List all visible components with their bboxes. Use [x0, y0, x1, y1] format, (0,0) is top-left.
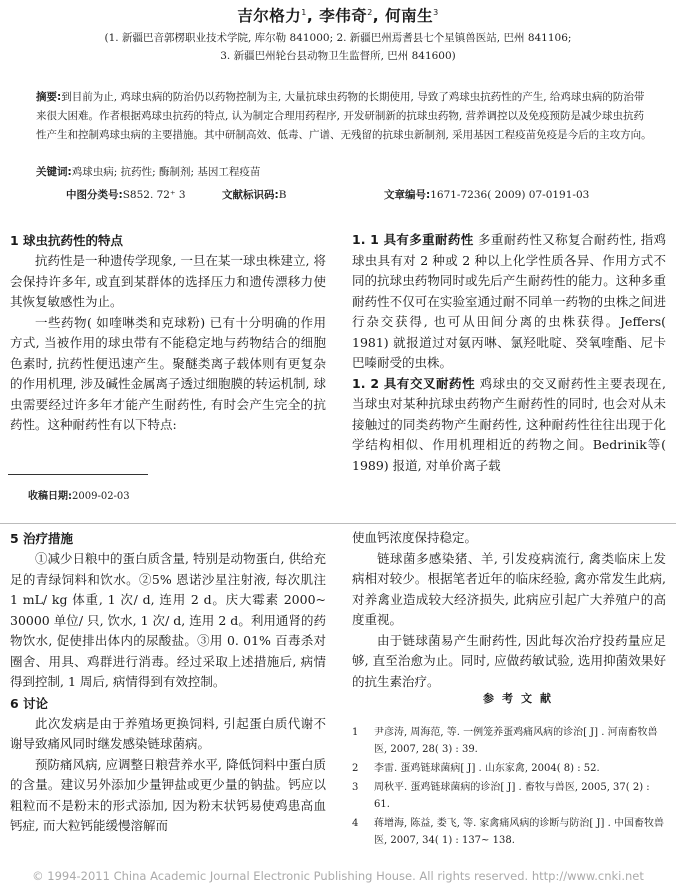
page-divider	[0, 523, 676, 524]
keywords	[36, 164, 260, 179]
reference-text: 尹彦涛, 周海范, 等. 一例笼养蛋鸡痛风病的诊治[ J] . 河南畜牧兽医, 2007, 28( 3) : 39.	[374, 727, 658, 755]
author-affiliation-mark: 1	[301, 7, 307, 17]
subsection-text: 鸡球虫的交叉耐药性主要表现在, 当球虫对某种抗球虫药物产生耐药性的同时, 也会对从未接触过的同类药物产生耐药性, 这种耐药性往往出现于化学结构相似、作用机理相近的药物之间。Bedrinik等( 1989) 报道, 对单价离子载	[352, 375, 666, 473]
left-column-top	[10, 230, 326, 436]
subsection-label: 1. 2 具有交叉耐药性	[352, 375, 476, 391]
article-number	[384, 187, 589, 202]
author-name: 李伟奇	[319, 7, 368, 25]
reference-text: 李雷. 蛋鸡链球菌病[ J] . 山东家禽, 2004( 8) : 52.	[374, 763, 600, 774]
clc-value: S852. 72⁺ 3	[122, 189, 186, 201]
right-column-top	[352, 230, 666, 476]
article-no-value: 1671-7236( 2009) 07-0191-03	[430, 189, 590, 201]
right-column-bottom	[352, 528, 666, 692]
keywords-label: 关键词:	[36, 166, 72, 178]
article-no-label: 文章编号:	[384, 189, 431, 201]
section-heading: 5 治疗措施	[10, 531, 74, 546]
clc-label: 中图分类号:	[66, 189, 123, 201]
keywords-text: 鸡球虫病; 抗药性; 酶制剂; 基因工程疫苗	[71, 166, 261, 178]
reference-number: 4	[352, 818, 359, 829]
doc-code-value: B	[278, 189, 287, 201]
abstract	[36, 88, 654, 145]
reference-item	[352, 724, 664, 758]
author-line: 吉尔格力$^1$, 李伟奇$^2$, 何南生$^3$	[237, 7, 439, 25]
reference-number: 2	[352, 763, 359, 774]
section-heading: 6 讨论	[10, 695, 49, 711]
document-code	[222, 187, 286, 202]
received-date	[28, 487, 130, 502]
reference-item	[352, 760, 664, 777]
paragraph: ①减少日粮中的蛋白质含量, 特别是动物蛋白, 供给充足的青绿饲料和饮水。②5% 恩诺沙星注射液, 每次肌注 1 mL/ kg 体重, 1 次/ d, 连用 2 d。庆大霉素 2000~ 30000 单位/ 只, 饮水, 1 次/ d, 连用 2 d。利用通肾的药物饮水, 促使排出体内的尿酸盐。③用 0. 01% 百毒杀对圈舍、用具、鸡群进行消毒。经过采取上述措施后, 病情得到控制, 1 周后, 病情得到有效控制。	[10, 551, 326, 689]
reference-number: 3	[352, 782, 359, 793]
paragraph: 使血钙浓度保持稳定。	[352, 530, 478, 545]
paragraph	[352, 374, 666, 477]
author-affiliation-mark: 3	[433, 7, 439, 17]
paragraph	[352, 230, 666, 374]
doc-code-label: 文献标识码:	[222, 189, 279, 201]
author-name: 吉尔格力	[237, 7, 302, 25]
reference-item	[352, 779, 664, 813]
clc-number	[66, 187, 186, 202]
paragraph: 此次发病是由于养殖场更换饲料, 引起蛋白质代谢不谢导致痛风同时继发感染链球菌病。	[10, 715, 326, 751]
abstract-text: 到目前为止, 鸡球虫病的防治仍以药物控制为主, 大量抗球虫药物的长期使用, 导致了鸡球虫抗药性的产生, 给鸡球虫病的防治带来很大困难。作者根据鸡球虫抗药的特点, 认为制定合理用药程序, 开发研制新的抗球虫药物, 营养调控以及免疫预防是减少球虫抗药性产生和控制鸡球虫病的主要措施。其中研制高效、低毒、广谱、无残留的抗球虫新制剂, 采用基因工程疫苗免疫是今后的主攻方向。	[36, 91, 652, 141]
section-heading: 1 球虫抗药性的特点	[10, 233, 124, 248]
references-list	[352, 724, 664, 851]
reference-item	[352, 815, 664, 849]
references-title: 参考文献	[483, 692, 559, 705]
received-label: 收稿日期:	[28, 491, 72, 502]
left-column-bottom	[10, 528, 326, 837]
subsection-text: 多重耐药性又称复合耐药性, 指鸡球虫具有对 2 种或 2 种以上化学性质各异、作用方式不同的抗球虫药物同时或先后产生耐药性的能力。这种多重耐药性不仅可在实验室通过耐不同单一药物的虫株之间进行杂交获得, 也可从田间分离的虫株获得。Jeffers( 1981) 就报道过对氨丙啉、氯羟吡啶、癸氧喹酯、尼卡巴嗪耐受的虫株。	[352, 232, 666, 370]
abstract-label: 摘要:	[36, 91, 62, 103]
affiliation-line-1: (1. 新疆巴音郭楞职业技术学院, 库尔勒 841000; 2. 新疆巴州焉耆县七个星镇兽医站, 巴州 841106;	[104, 32, 572, 44]
author-affiliation-mark: 2	[367, 7, 373, 17]
copyright-footer: © 1994-2011 China Academic Journal Electronic Publishing House. All rights reserved. http://www.cnki.net	[32, 869, 644, 883]
subsection-label: 1. 1 具有多重耐药性	[352, 232, 474, 247]
author-name: 何南生	[385, 7, 434, 25]
received-value: 2009-02-03	[72, 491, 130, 502]
reference-number: 1	[352, 727, 359, 738]
paragraph: 预防痛风病, 应调整日粮营养水平, 降低饲料中蛋白质的含量。建议另外添加少量钾盐或更少量的钠盐。钙应以粗粒而不是粉末的形式添加, 因为粉末状钙易使鸡患高血钙症, 而大粒钙能缓慢溶解而	[10, 756, 326, 833]
paragraph: 链球菌多感染猪、羊, 引发疫病流行, 禽类临床上发病相对较少。根据笔者近年的临床经验, 禽亦常发生此病, 对养禽业造成较大经济损失, 此病应引起广大养殖户的高度重视。	[352, 550, 666, 627]
reference-text: 蒋增海, 陈益, 娄飞, 等. 家禽痛风病的诊断与防治[ J] . 中国畜牧兽医, 2007, 34( 1) : 137~ 138.	[374, 818, 664, 846]
paragraph: 一些药物( 如喹啉类和克球粉) 已有十分明确的作用方式, 当被作用的球虫带有不能稳定地与药物结合的细胞色素时, 抗药性便迅速产生。聚醚类离子载体则有更复杂的作用机理, 涉及碱性金属离子透过细胞膜的转运机制, 球虫需要经过许多年才能产生耐药性, 有时会产生完全的抗药性。这种耐药性有以下特点:	[10, 314, 326, 432]
affiliation-line-2: 3. 新疆巴州轮台县动物卫生监督所, 巴州 841600)	[220, 50, 456, 62]
paragraph: 抗药性是一种遗传学现象, 一旦在某一球虫株建立, 将会保持许多年, 或直到某群体的选择压力和遗传漂移力使其恢复敏感性为止。	[10, 253, 326, 309]
reference-text: 周秋平. 蛋鸡链球菌病的诊治[ J] . 畜牧与兽医, 2005, 37( 2) : 61.	[374, 782, 650, 810]
paragraph: 由于链球菌易产生耐药性, 因此每次治疗投药量应足够, 直至治愈为止。同时, 应做药敏试验, 选用抑菌效果好的抗生素治疗。	[352, 632, 666, 689]
footnote-rule	[8, 474, 148, 475]
